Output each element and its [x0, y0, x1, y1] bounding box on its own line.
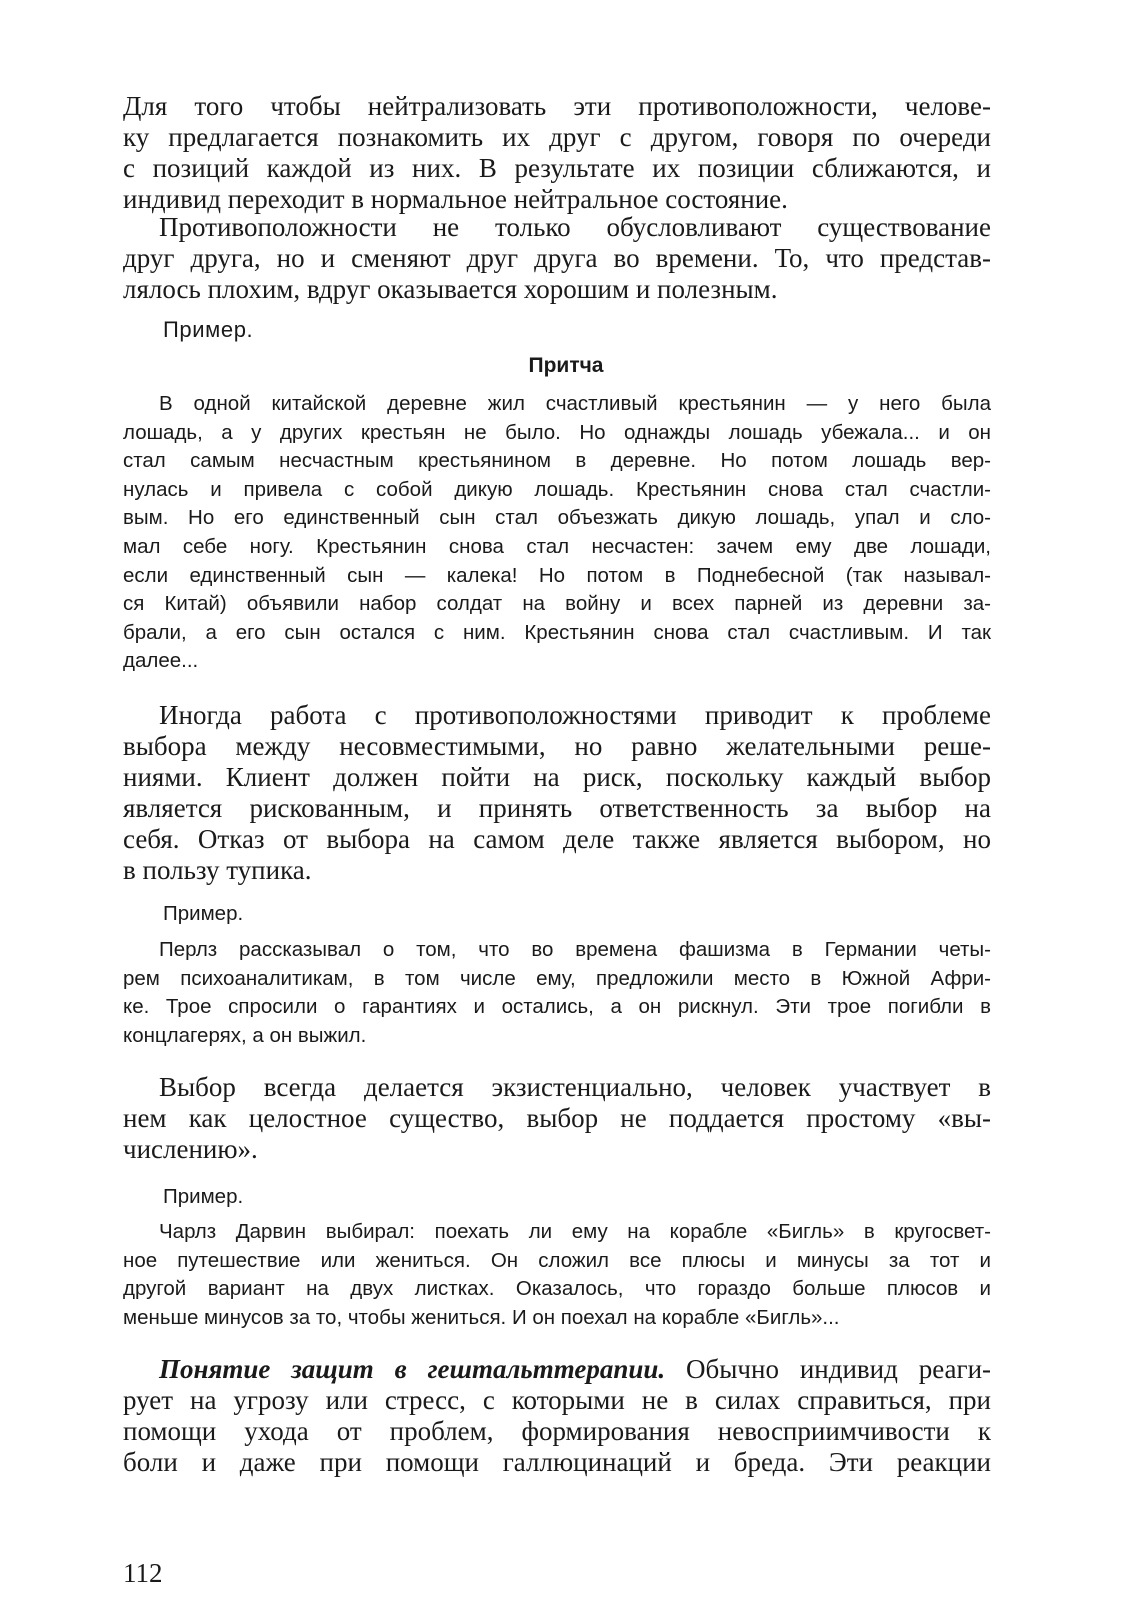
text-line: если единственный сын — калека! Но потом в Поднебесной (так называл- — [123, 563, 991, 587]
text-line: Чарлз Дарвин выбирал: поехать ли ему на корабле «Бигль» в кругосвет- — [159, 1220, 991, 1243]
example-label: Пример. — [163, 902, 244, 925]
text-line: себя. Отказ от выбора на самом деле также является выбором, но — [123, 824, 991, 854]
text-line: стал самым несчастным крестьянином в деревне. Но потом лошадь вер- — [123, 449, 991, 473]
text-line: мал себе ногу. Крестьянин снова стал несчастен: зачем ему две лошади, — [123, 534, 991, 558]
text-line: является рискованным, и принять ответственность за выбор на — [123, 793, 991, 823]
text-line: вым. Но его единственный сын стал объезжать дикую лошадь, упал и сло- — [123, 506, 991, 530]
text-line: в пользу тупика. — [123, 855, 312, 885]
text-line: концлагерях, а он выжил. — [123, 1023, 367, 1047]
text-line: лялось плохим, вдруг оказывается хорошим и полезным. — [123, 274, 778, 304]
parable-text — [123, 390, 991, 676]
text-line: лошадь, а у других крестьян не было. Но однажды лошадь убежала... и он — [123, 420, 991, 444]
darwin-example-text — [123, 1218, 991, 1332]
perls-example-text — [123, 936, 991, 1050]
text-line: индивид переходит в нормальное нейтральное состояние. — [123, 184, 788, 214]
text-line: друг друга, но и сменяют друг друга во времени. То, что представ- — [123, 243, 991, 273]
text-line: Перлз рассказывал о том, что во времена фашизма в Германии четы- — [159, 938, 991, 961]
paragraph-neutralize — [123, 91, 991, 215]
text-line: ке. Трое спросили о гарантиях и остались, а он рискнул. Эти трое погибли в — [123, 995, 991, 1019]
text-line: меньше минусов за то, чтобы жениться. И он поехал на корабле «Бигль»... — [123, 1305, 840, 1329]
text-line: с позиций каждой из них. В результате их позиции сближаются, и — [123, 153, 991, 183]
example-label: Пример. — [163, 317, 254, 342]
paragraph-opposites — [123, 212, 991, 305]
example-label: Пример. — [163, 1185, 244, 1208]
text-line: боли и даже при помощи галлюцинаций и бреда. Эти реакции — [123, 1447, 991, 1477]
text-line: рем психоаналитикам, в том числе ему, предложили место в Южной Афри- — [123, 966, 991, 990]
text-line — [123, 1354, 991, 1385]
text-line: выбора между несовместимыми, но равно желательными реше- — [123, 731, 991, 761]
paragraph-choice — [123, 700, 991, 886]
text-line: нем как целостное существо, выбор не поддается простому «вы- — [123, 1103, 991, 1133]
text-line: Выбор всегда делается экзистенциально, человек участвует в — [159, 1072, 991, 1102]
section-lead-heading: Понятие защит в гештальттерапии. — [159, 1354, 666, 1384]
text-line: ку предлагается познакомить их друг с другом, говоря по очереди — [123, 122, 991, 152]
text-line: ся Китай) объявили набор солдат на войну и всех парней из деревни за- — [123, 592, 991, 616]
page-number: 112 — [123, 1558, 163, 1588]
paragraph-existential — [123, 1072, 991, 1165]
paragraph-defenses — [123, 1354, 991, 1478]
text-line: ниями. Клиент должен пойти на риск, поскольку каждый выбор — [123, 762, 991, 792]
text-line: помощи ухода от проблем, формирования невосприимчивости к — [123, 1416, 991, 1446]
text-line: ное путешествие или жениться. Он сложил все плюсы и минусы за тот и — [123, 1248, 991, 1272]
text-line: брали, а его сын остался с ним. Крестьянин снова стал счастливым. И так — [123, 620, 991, 644]
text-line: числению». — [123, 1134, 258, 1164]
text-fragment: Обычно индивид реаги- — [686, 1354, 992, 1384]
text-line: В одной китайской деревне жил счастливый крестьянин — у него была — [159, 392, 991, 415]
text-line: Иногда работа с противоположностями приводит к проблеме — [159, 700, 991, 730]
text-line: далее... — [123, 649, 199, 673]
text-line: рует на угрозу или стресс, с которыми не в силах справиться, при — [123, 1385, 991, 1415]
text-line: Для того чтобы нейтрализовать эти противоположности, челове- — [123, 91, 991, 121]
text-line: другой вариант на двух листках. Оказалось, что гораздо больше плюсов и — [123, 1277, 991, 1301]
text-line: Противоположности не только обусловливают существование — [159, 212, 991, 242]
parable-title: Притча — [528, 354, 604, 377]
text-line: нулась и привела с собой дикую лошадь. Крестьянин снова стал счастли- — [123, 477, 991, 501]
